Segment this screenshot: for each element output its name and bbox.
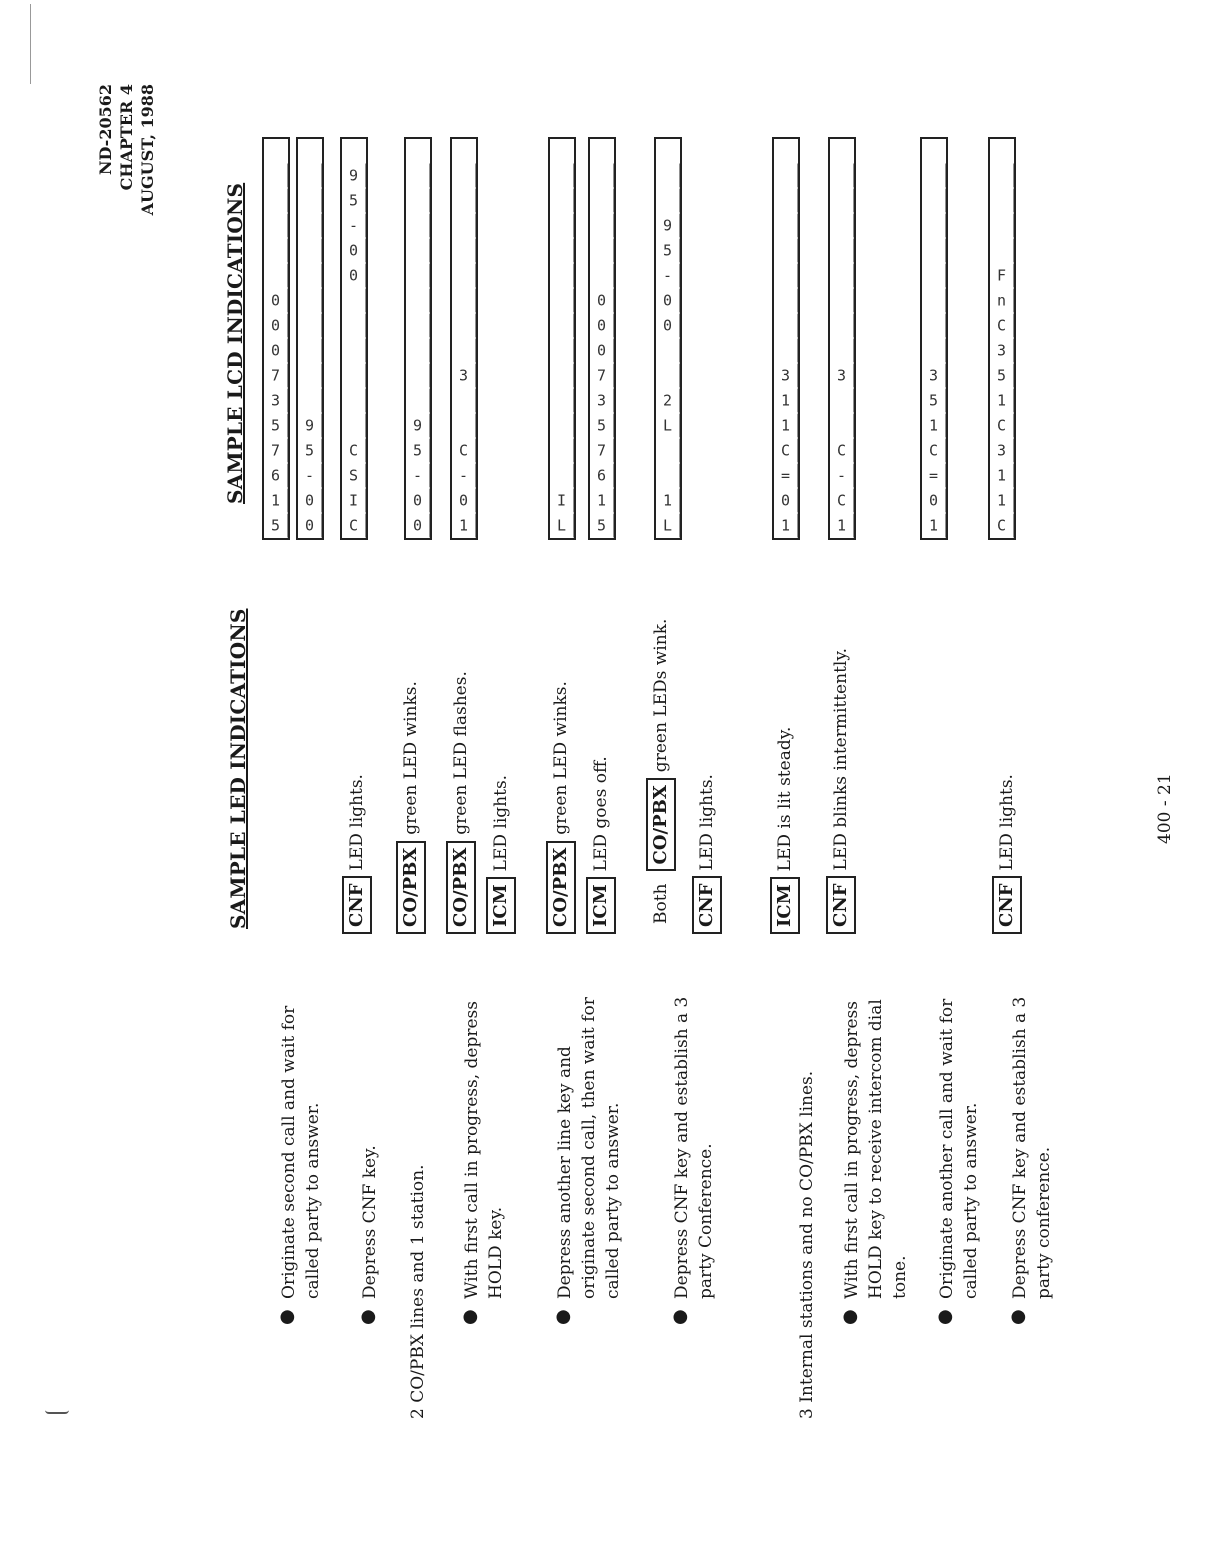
lcd-cell (830, 289, 855, 313)
lcd-cell (990, 139, 1014, 163)
lcd-cell (922, 339, 947, 363)
co-pbx-key-label: CO/PBX (446, 841, 476, 934)
lcd-cell (452, 239, 477, 263)
lcd-cell (656, 364, 681, 388)
lcd-cell (656, 189, 681, 213)
lcd-cell: 0 (452, 489, 477, 513)
lcd-cell (656, 164, 681, 188)
step-item: ● Depress CNF key and establish a 3 party conference. (1007, 996, 1054, 1325)
lcd-cell (656, 139, 680, 163)
lcd-cell: = (774, 464, 799, 488)
lcd-cell (406, 214, 431, 238)
lcd-cell (452, 314, 477, 338)
lcd-cell (342, 139, 366, 163)
led-indication: CNFLED lights. (992, 774, 1022, 934)
lcd-display (450, 137, 478, 540)
lcd-cell: 3 (990, 339, 1015, 363)
step-item: ● Depress CNF key. (357, 1145, 380, 1325)
lcd-cell: 1 (922, 414, 947, 438)
cnf-key-label: CNF (826, 876, 856, 934)
lcd-cell: C (830, 489, 855, 513)
lcd-cell (342, 314, 367, 338)
lcd-cell (298, 289, 323, 313)
lcd-cell: 1 (774, 514, 799, 538)
lcd-cell: 5 (264, 414, 289, 438)
lcd-cell (452, 189, 477, 213)
lcd-cell (342, 414, 367, 438)
date-label: AUGUST, 1988 (138, 84, 157, 216)
document-number: ND-20562 (96, 84, 115, 176)
lcd-cell (452, 139, 476, 163)
lcd-cell: L (656, 414, 681, 438)
lcd-cell (406, 264, 431, 288)
lcd-cell (298, 214, 323, 238)
co-pbx-key-label: CO/PBX (396, 841, 426, 934)
led-indication: CNFLED lights. (342, 774, 372, 934)
lcd-cell: - (452, 464, 477, 488)
lcd-display (654, 137, 682, 540)
step-item: ● With first call in progress, depress HOLD key to receive intercom dial tone. (839, 999, 910, 1325)
lcd-cell: 0 (264, 339, 289, 363)
lcd-cell (922, 264, 947, 288)
lcd-display (828, 137, 856, 540)
lcd-cell: 3 (590, 389, 615, 413)
lcd-cell (990, 239, 1015, 263)
led-section-title: SAMPLE LED INDICATIONS (226, 608, 250, 929)
bullet-icon: ● (357, 1309, 378, 1325)
bullet-icon: ● (1007, 1309, 1028, 1325)
icm-key-label: ICM (486, 877, 516, 934)
lcd-section-title: SAMPLE LCD INDICATIONS (223, 182, 247, 504)
lcd-cell (406, 239, 431, 263)
lcd-cell (922, 164, 947, 188)
lcd-cell: 5 (656, 239, 681, 263)
lcd-cell: C (990, 314, 1015, 338)
lcd-cell (550, 364, 575, 388)
lcd-cell (590, 139, 614, 163)
lcd-cell (452, 389, 477, 413)
lcd-cell: 1 (264, 489, 289, 513)
icm-key-label: ICM (586, 877, 616, 934)
lcd-display (340, 137, 368, 540)
lcd-cell (298, 164, 323, 188)
scenario-heading: 2 CO/PBX lines and 1 station. (408, 1164, 428, 1419)
lcd-display (404, 137, 432, 540)
lcd-cell (264, 264, 289, 288)
bullet-icon: ● (459, 1309, 480, 1325)
lcd-cell: 0 (264, 289, 289, 313)
lcd-cell (298, 389, 323, 413)
lcd-cell (830, 389, 855, 413)
lcd-cell: 3 (922, 364, 947, 388)
lcd-cell (550, 139, 574, 163)
lcd-cell: 3 (452, 364, 477, 388)
lcd-cell: C (342, 439, 367, 463)
lcd-cell: 7 (264, 364, 289, 388)
lcd-cell (830, 314, 855, 338)
step-item: ● Originate another call and wait for called party to answer. (934, 998, 981, 1325)
lcd-cell (406, 389, 431, 413)
lcd-cell (774, 314, 799, 338)
lcd-cell: 7 (264, 439, 289, 463)
bullet-icon: ● (276, 1309, 297, 1325)
icm-key-label: ICM (770, 877, 800, 934)
lcd-cell (452, 164, 477, 188)
lcd-cell (550, 389, 575, 413)
lcd-cell: 5 (406, 439, 431, 463)
lcd-cell: 9 (342, 164, 367, 188)
lcd-display (988, 137, 1016, 540)
lcd-cell: n (990, 289, 1015, 313)
lcd-cell: 0 (406, 489, 431, 513)
scan-artifact (30, 4, 31, 84)
lcd-cell: C (342, 514, 367, 538)
led-indication: CO/PBXgreen LED flashes. (446, 671, 476, 934)
lcd-cell (406, 139, 430, 163)
lcd-cell: 0 (656, 314, 681, 338)
led-indication: CNFLED blinks intermittently. (826, 648, 856, 934)
lcd-cell (264, 164, 289, 188)
lcd-cell (830, 214, 855, 238)
lcd-cell (406, 364, 431, 388)
lcd-display (772, 137, 800, 540)
lcd-cell (406, 189, 431, 213)
lcd-cell: 1 (922, 514, 947, 538)
lcd-cell: - (656, 264, 681, 288)
lcd-cell: 5 (590, 514, 615, 538)
lcd-cell (342, 389, 367, 413)
lcd-cell: 1 (774, 414, 799, 438)
lcd-cell: 0 (590, 314, 615, 338)
step-item: ● With first call in progress, depress HOLD key. (459, 1001, 506, 1325)
lcd-cell: 1 (656, 489, 681, 513)
cnf-key-label: CNF (342, 876, 372, 934)
bullet-icon: ● (669, 1309, 690, 1325)
lcd-cell: F (990, 264, 1015, 288)
lcd-cell: 1 (990, 464, 1015, 488)
lcd-display (296, 137, 324, 540)
lcd-cell (550, 314, 575, 338)
lcd-cell: C (452, 439, 477, 463)
cnf-key-label: CNF (992, 876, 1022, 934)
lcd-cell (774, 289, 799, 313)
step-item: ● Originate second call and wait for called party to answer. (276, 1005, 323, 1325)
lcd-cell: 3 (990, 439, 1015, 463)
lcd-cell (452, 264, 477, 288)
lcd-cell (830, 414, 855, 438)
lcd-cell (406, 164, 431, 188)
lcd-cell: 0 (298, 489, 323, 513)
lcd-cell (298, 239, 323, 263)
lcd-cell: 9 (298, 414, 323, 438)
lcd-cell: 3 (774, 364, 799, 388)
co-pbx-key-label: CO/PBX (546, 841, 576, 934)
led-indication: CO/PBXgreen LED winks. (396, 681, 426, 934)
lcd-cell (550, 439, 575, 463)
lcd-cell: 1 (830, 514, 855, 538)
lcd-display (548, 137, 576, 540)
lcd-cell: I (342, 489, 367, 513)
lcd-cell (830, 339, 855, 363)
lcd-cell: 0 (774, 489, 799, 513)
lcd-cell: 2 (656, 389, 681, 413)
lcd-cell (264, 214, 289, 238)
page-number: 400 - 21 (1155, 773, 1175, 844)
lcd-cell (264, 139, 288, 163)
chapter-label: CHAPTER 4 (117, 84, 136, 191)
scan-artifact (45, 1410, 69, 1414)
lcd-cell (550, 164, 575, 188)
lcd-cell: S (342, 464, 367, 488)
lcd-cell (342, 339, 367, 363)
lcd-cell (774, 264, 799, 288)
lcd-cell: 0 (656, 289, 681, 313)
lcd-cell: C (990, 414, 1015, 438)
lcd-cell (656, 339, 681, 363)
lcd-cell (452, 214, 477, 238)
lcd-cell (922, 239, 947, 263)
lcd-cell (590, 239, 615, 263)
lcd-cell (550, 214, 575, 238)
lcd-cell (550, 414, 575, 438)
lcd-cell (590, 189, 615, 213)
lcd-cell: C (830, 439, 855, 463)
lcd-cell: 9 (406, 414, 431, 438)
lcd-display (920, 137, 948, 540)
lcd-cell (590, 214, 615, 238)
lcd-cell: 1 (990, 389, 1015, 413)
led-indication: ICMLED lights. (486, 775, 516, 934)
lcd-cell: 0 (922, 489, 947, 513)
lcd-cell (830, 264, 855, 288)
lcd-cell: L (656, 514, 681, 538)
lcd-cell: 5 (990, 364, 1015, 388)
lcd-cell (990, 189, 1015, 213)
lcd-cell (298, 139, 322, 163)
lcd-cell (264, 239, 289, 263)
lcd-cell: 7 (590, 439, 615, 463)
lcd-cell (406, 314, 431, 338)
lcd-cell: 5 (342, 189, 367, 213)
bullet-icon: ● (934, 1309, 955, 1325)
lcd-cell: 6 (590, 464, 615, 488)
lcd-cell (452, 339, 477, 363)
cnf-key-label: CNF (692, 876, 722, 934)
lcd-cell: - (342, 214, 367, 238)
lcd-cell: 5 (264, 514, 289, 538)
lcd-cell: 5 (590, 414, 615, 438)
lcd-cell (550, 464, 575, 488)
step-item: ● Depress CNF key and establish a 3 party Conference. (669, 996, 716, 1325)
lcd-cell (830, 239, 855, 263)
lcd-cell (550, 339, 575, 363)
lcd-cell: 0 (406, 514, 431, 538)
lcd-cell: 1 (452, 514, 477, 538)
lcd-cell (406, 339, 431, 363)
lcd-cell (452, 289, 477, 313)
lcd-cell: I (550, 489, 575, 513)
lcd-cell (990, 164, 1015, 188)
lcd-cell: 0 (590, 289, 615, 313)
lcd-cell: 0 (298, 514, 323, 538)
lcd-cell: C (774, 439, 799, 463)
led-indication: BothCO/PBXgreen LEDs wink. (646, 619, 676, 924)
lcd-cell: - (298, 464, 323, 488)
bullet-icon: ● (839, 1309, 860, 1325)
lcd-cell (922, 139, 946, 163)
lcd-cell: - (406, 464, 431, 488)
lcd-cell: C (922, 439, 947, 463)
lcd-cell: 0 (342, 264, 367, 288)
lcd-cell (298, 339, 323, 363)
lcd-cell (590, 264, 615, 288)
lcd-cell: = (922, 464, 947, 488)
lcd-cell (656, 439, 681, 463)
lcd-cell: 1 (774, 389, 799, 413)
lcd-cell (550, 189, 575, 213)
lcd-cell (774, 189, 799, 213)
lcd-cell (830, 189, 855, 213)
led-indication: CNFLED lights. (692, 774, 722, 934)
lcd-cell (922, 214, 947, 238)
lcd-cell: 0 (264, 314, 289, 338)
bullet-icon: ● (552, 1309, 573, 1325)
lcd-cell (298, 189, 323, 213)
lcd-display (588, 137, 616, 540)
step-item: ● Depress another line key and originate second call, then wait for called party to answer. (552, 997, 623, 1325)
lcd-cell (922, 189, 947, 213)
lcd-cell (774, 239, 799, 263)
lcd-cell: 5 (922, 389, 947, 413)
lcd-cell (342, 289, 367, 313)
lcd-cell (922, 314, 947, 338)
lcd-cell (452, 414, 477, 438)
lcd-cell (656, 464, 681, 488)
lcd-cell: 0 (342, 239, 367, 263)
lcd-cell: 9 (656, 214, 681, 238)
co-pbx-key-label: CO/PBX (646, 778, 676, 871)
lcd-cell (298, 314, 323, 338)
led-indication: CO/PBXgreen LED winks. (546, 681, 576, 934)
lcd-cell (550, 289, 575, 313)
lcd-cell (830, 139, 854, 163)
lcd-cell: C (990, 514, 1015, 538)
lcd-cell: - (830, 464, 855, 488)
lcd-cell (774, 139, 798, 163)
lcd-cell (298, 364, 323, 388)
lcd-cell (830, 164, 855, 188)
lcd-cell: 0 (590, 339, 615, 363)
lcd-cell (550, 264, 575, 288)
lcd-cell (264, 189, 289, 213)
led-indication: ICMLED goes off. (586, 756, 616, 934)
lcd-cell: 3 (264, 389, 289, 413)
lcd-cell (298, 264, 323, 288)
led-indication: ICMLED is lit steady. (770, 727, 800, 934)
scenario-heading: 3 Internal stations and no CO/PBX lines. (797, 1070, 817, 1419)
lcd-cell: 5 (298, 439, 323, 463)
lcd-cell: 6 (264, 464, 289, 488)
lcd-cell (406, 289, 431, 313)
lcd-cell: 1 (990, 489, 1015, 513)
lcd-cell: 7 (590, 364, 615, 388)
lcd-cell (550, 239, 575, 263)
lcd-cell (922, 289, 947, 313)
lcd-cell (590, 164, 615, 188)
lcd-cell (774, 214, 799, 238)
lcd-cell: L (550, 514, 575, 538)
lcd-display (262, 137, 290, 540)
lcd-cell (990, 214, 1015, 238)
lcd-cell (342, 364, 367, 388)
document-header (95, 84, 158, 234)
lcd-cell (774, 339, 799, 363)
lcd-cell (774, 164, 799, 188)
lcd-cell: 1 (590, 489, 615, 513)
lcd-cell: 3 (830, 364, 855, 388)
